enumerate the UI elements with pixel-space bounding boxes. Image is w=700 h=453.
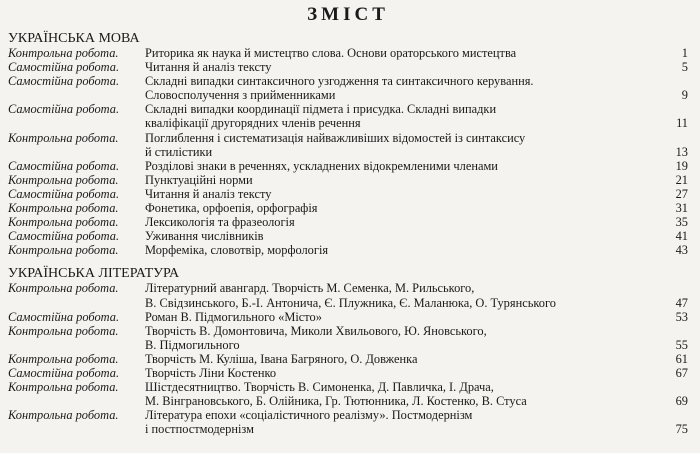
entry-text [143, 215, 658, 229]
toc-entry [8, 324, 688, 352]
entry-text [143, 324, 658, 352]
page-number: 13 [675, 144, 688, 159]
toc-entry [8, 173, 688, 187]
entry-type: Самостійна робота. [8, 158, 120, 173]
toc-entry [8, 243, 688, 257]
entry-text-line: Творчість Ліни Костенко [145, 365, 277, 380]
entry-text [143, 201, 658, 215]
page-number: 35 [675, 215, 688, 230]
entry-text [143, 243, 658, 257]
entry-text [143, 60, 658, 74]
toc-entry [8, 408, 688, 436]
section-heading: УКРАЇНСЬКА МОВА [8, 31, 140, 46]
toc-entry [8, 366, 688, 380]
page-number: 27 [675, 186, 688, 201]
entry-type: Самостійна робота. [8, 309, 120, 324]
toc-entry [8, 131, 688, 159]
entry-text-line: й стилістики [145, 144, 213, 159]
page-number: 61 [675, 351, 688, 366]
page-number: 19 [675, 158, 688, 173]
entry-text-line: Пунктуаційні норми [145, 172, 253, 187]
page-number: 53 [675, 309, 688, 324]
section-heading: УКРАЇНСЬКА ЛІТЕРАТУРА [8, 266, 180, 282]
toc-entry [8, 201, 688, 215]
entry-type: Контрольна робота. [8, 46, 119, 60]
toc-entry [8, 310, 688, 324]
entry-text-line: Морфеміка, словотвір, морфологія [145, 243, 329, 258]
toc-entry [8, 352, 688, 366]
entry-text-line: Поглиблення і систематизація найважливіших відомостей із синтаксису [145, 130, 526, 145]
entry-text [143, 229, 658, 243]
entry-text-line: Складні випадки синтаксичного узгодження та синтаксичного керування. [145, 74, 534, 89]
entry-text-line: М. Вінграновського, Б. Олійника, Гр. Тютюнника, Л. Костенко, В. Стуса [145, 394, 527, 409]
entry-text [143, 74, 658, 102]
entry-text [143, 102, 658, 130]
entry-text-line: Уживання числівників [145, 229, 264, 244]
entry-text-line: Творчість М. Куліша, Івана Багряного, О. Довженка [145, 351, 418, 366]
entry-type: Самостійна робота. [8, 74, 120, 89]
toc-entry [8, 60, 688, 74]
entry-type: Самостійна робота. [8, 102, 120, 117]
entry-type: Самостійна робота. [8, 365, 120, 380]
entry-text [143, 131, 658, 159]
entry-text-line: В. Підмогильного [145, 337, 240, 352]
page-number: 67 [675, 365, 688, 380]
page-title: ЗМІСТ [307, 4, 389, 25]
toc-entry [8, 281, 688, 309]
entry-text-line: Читання й аналіз тексту [145, 186, 272, 201]
toc-entry [8, 187, 688, 201]
entry-text-line: Фонетика, орфоепія, орфографія [145, 201, 318, 216]
toc-sections [8, 32, 688, 436]
entry-type: Контрольна робота. [8, 243, 119, 258]
entry-type: Контрольна робота. [8, 323, 119, 338]
page-number: 21 [675, 172, 688, 187]
entry-text-line: В. Свідзинського, Б.-І. Антонича, Є. Плужника, Є. Маланюка, О. Турянського [145, 295, 556, 310]
entry-text-line: Складні випадки координації підмета і присудка. Складні випадки [145, 102, 497, 117]
entry-type: Контрольна робота. [8, 380, 119, 395]
toc-entry [8, 380, 688, 408]
entry-type: Контрольна робота. [8, 172, 119, 187]
toc-entry [8, 215, 688, 229]
page-number: 1 [681, 46, 688, 60]
page-number: 43 [675, 243, 688, 258]
section-gap [8, 257, 688, 264]
entry-text [143, 310, 658, 324]
page-number: 9 [681, 88, 688, 103]
toc-entry [8, 229, 688, 243]
entry-text-line: Література епохи «соціалістичного реалізму». Постмодернізм [145, 408, 473, 423]
entry-text-line: Роман В. Підмогильного «Місто» [145, 309, 322, 324]
entry-text-line: Творчість В. Домонтовича, Миколи Хвильового, Ю. Яновського, [145, 323, 487, 338]
entry-type: Контрольна робота. [8, 215, 119, 230]
entry-text [143, 352, 658, 366]
entry-type: Самостійна робота. [8, 229, 120, 244]
toc-entry [8, 74, 688, 102]
toc-entry [8, 159, 688, 173]
toc-entry [8, 102, 688, 130]
page-number: 11 [676, 116, 688, 131]
page-number: 47 [675, 295, 688, 310]
entry-text [143, 281, 658, 309]
page-number: 31 [675, 201, 688, 216]
entry-type: Контрольна робота. [8, 201, 119, 216]
entry-text-line: Лексикологія та фразеологія [145, 215, 295, 230]
page-number: 41 [675, 229, 688, 244]
entry-text-line: Риторика як наука й мистецтво слова. Основи ораторського мистецтва [145, 46, 517, 60]
entry-text-line: Шістдесятництво. Творчість В. Симоненка, Д. Павличка, І. Драча, [145, 380, 494, 395]
entry-text [143, 173, 658, 187]
page-number: 69 [675, 394, 688, 409]
entry-text [143, 408, 658, 436]
entry-text [143, 187, 658, 201]
entry-type: Самостійна робота. [8, 186, 120, 201]
entry-text [143, 366, 658, 380]
entry-text-line: і постпостмодернізм [145, 422, 254, 437]
entry-text-line: Літературний авангард. Творчість М. Семенка, М. Рильського, [145, 281, 475, 296]
entry-text-line: Читання й аналіз тексту [145, 60, 272, 75]
entry-type: Контрольна робота. [8, 281, 119, 296]
entry-text [143, 380, 658, 408]
entry-type: Самостійна робота. [8, 60, 120, 75]
entry-type: Контрольна робота. [8, 130, 119, 145]
entry-text [143, 159, 658, 173]
entry-text-line: Словосполучення з прийменниками [145, 88, 336, 103]
page-number: 5 [681, 60, 688, 75]
entry-type: Контрольна робота. [8, 408, 119, 423]
entry-type: Контрольна робота. [8, 351, 119, 366]
page-number: 75 [675, 422, 688, 437]
entry-text-line: кваліфікації другорядних членів речення [145, 116, 361, 131]
entry-text-line: Розділові знаки в реченнях, ускладнених відокремленими членами [145, 158, 498, 173]
toc-entry [8, 46, 688, 60]
entry-text [143, 46, 658, 60]
page-number: 55 [675, 337, 688, 352]
